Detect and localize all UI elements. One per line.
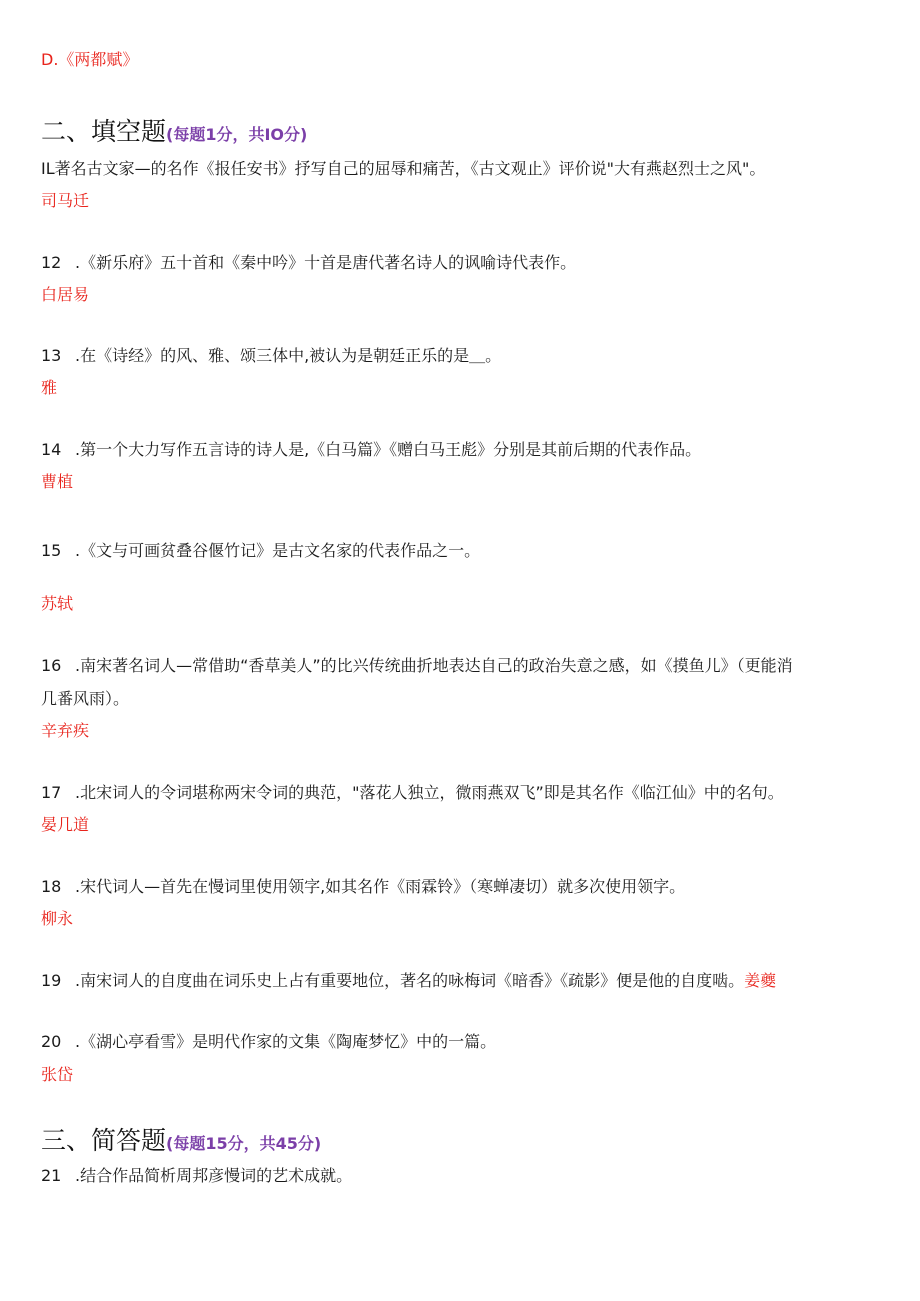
answer-17: 晏几道 [41, 815, 90, 834]
question-21 [41, 1166, 352, 1186]
answer-12: 白居易 [41, 285, 90, 304]
question-text: .《湖心亭看雪》是明代作家的文集《陶庵梦忆》中的一篇。 [75, 1032, 497, 1051]
question-text: .在《诗经》的风、雅、颂三体中,被认为是朝廷正乐的是＿。 [75, 346, 502, 365]
question-text: .宋代词人—首先在慢词里使用领字,如其名作《雨霖铃》（寒蝉凄切）就多次使用领字。 [75, 877, 686, 896]
question-16 [41, 656, 793, 676]
question-number: 16 [41, 656, 62, 675]
question-text: .南宋词人的自度曲在词乐史上占有重要地位，著名的咏梅词《暗香》《疏影》便是他的自度啮。 [75, 971, 745, 990]
question-text: .《文与可画贫叠谷偃竹记》是古文名家的代表作品之一。 [75, 541, 481, 560]
question-text: .南宋著名词人—常借助“香草美人”的比兴传统曲折地表达自己的政治失意之感，如《摸鱼儿》（更能消 [75, 656, 793, 675]
question-text: IL著名古文家—的名作《报任安书》抒写自己的屈辱和痛苦，《古文观止》评价说"大有燕赵烈士之风"。 [41, 159, 766, 178]
answer-18: 柳永 [41, 909, 74, 928]
section-title: 三、简答题 [41, 1126, 167, 1155]
question-number: 15 [41, 541, 62, 560]
question-11 [41, 159, 765, 179]
question-14 [41, 440, 701, 460]
answer-16: 辛弃疾 [41, 721, 90, 740]
question-17 [41, 783, 784, 803]
question-number: 17 [41, 783, 62, 802]
answer-20: 张岱 [41, 1065, 74, 1084]
question-15 [41, 541, 480, 561]
previous-option-d: D.《两都赋》 [41, 50, 139, 69]
answer-14: 曹植 [41, 472, 74, 491]
answer-11: 司马迁 [41, 191, 90, 210]
question-18 [41, 877, 685, 897]
question-16-continued: 几番风雨）。 [41, 689, 130, 708]
question-text: .第一个大力写作五言诗的诗人是,《白马篇》《赠白马王彪》分别是其前后期的代表作品。 [75, 440, 702, 459]
question-13 [41, 346, 501, 366]
question-number: 12 [41, 253, 62, 272]
answer-13: 雅 [41, 378, 58, 397]
question-text: .北宋词人的令词堪称两宋令词的典范，"落花人独立，微雨燕双飞”即是其名作《临江仙》中的名句。 [75, 783, 784, 802]
question-number: 14 [41, 440, 62, 459]
question-12 [41, 253, 576, 273]
answer-19: 姜夔 [744, 971, 777, 990]
question-number: 20 [41, 1032, 62, 1051]
section-score-note: (每题1分，共IO分) [166, 125, 308, 144]
question-text: .《新乐府》五十首和《秦中吟》十首是唐代著名诗人的讽喻诗代表作。 [75, 253, 577, 272]
section-fill-in-heading [41, 117, 307, 150]
question-number: 19 [41, 971, 62, 990]
answer-15: 苏轼 [41, 594, 74, 613]
question-number: 18 [41, 877, 62, 896]
section-title: 二、填空题 [41, 117, 167, 146]
question-number: 13 [41, 346, 62, 365]
section-short-answer-heading [41, 1126, 321, 1159]
question-text: .结合作品简析周邦彦慢词的艺术成就。 [75, 1166, 353, 1185]
question-number: 21 [41, 1166, 62, 1185]
question-19 [41, 971, 776, 991]
question-20 [41, 1032, 496, 1052]
section-score-note: (每题15分，共45分) [166, 1134, 322, 1153]
